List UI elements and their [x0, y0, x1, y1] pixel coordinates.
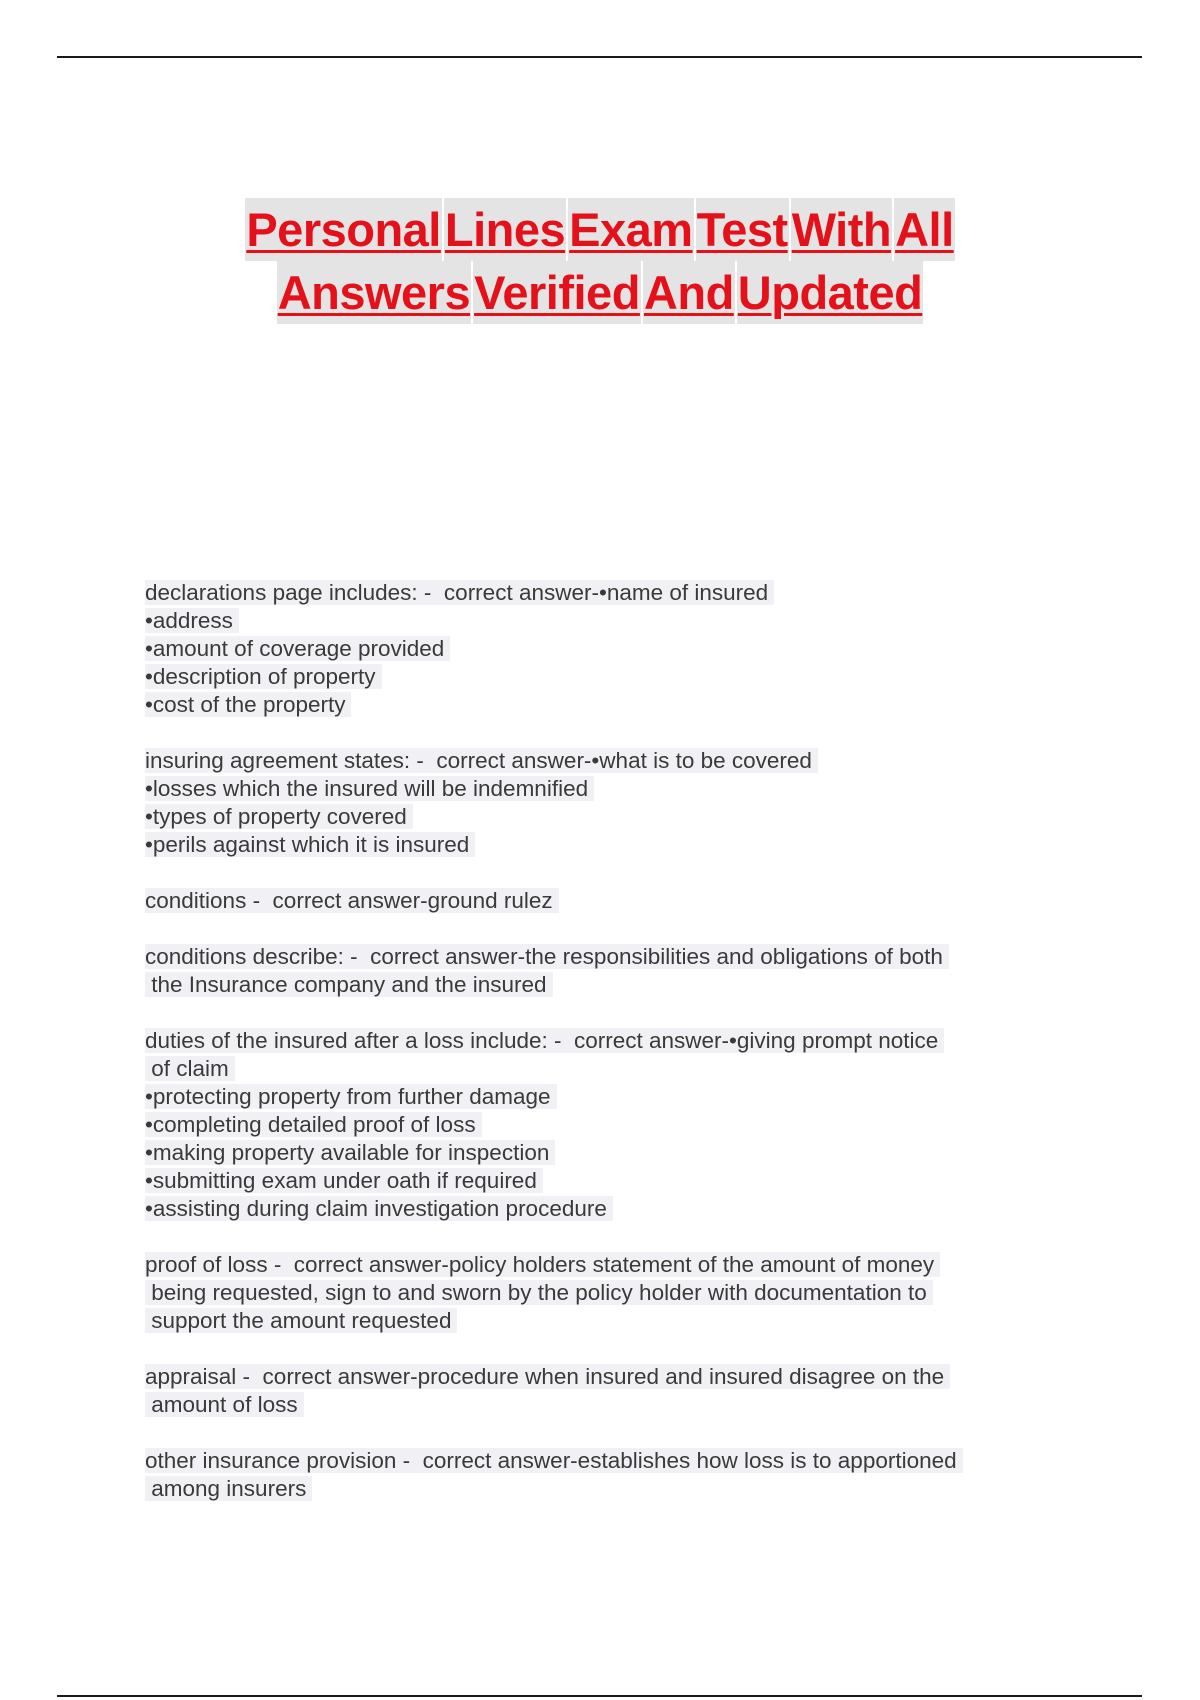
- entry-line-text: •submitting exam under oath if required: [145, 1168, 543, 1193]
- entry-line: [145, 775, 1065, 803]
- entry-line: [145, 1083, 1065, 1111]
- title-word: Verified: [473, 261, 641, 324]
- document-title: [0, 198, 1200, 324]
- entry-line-text: •making property available for inspection: [145, 1140, 555, 1165]
- entry-line: [145, 803, 1065, 831]
- entry-line: [145, 887, 1065, 915]
- entry-line-text: conditions - correct answer-ground rulez: [145, 888, 559, 913]
- title-word: Exam: [568, 198, 693, 261]
- entry-line: [145, 1167, 1065, 1195]
- entry-line: [145, 579, 1065, 607]
- entry-line: [145, 831, 1065, 859]
- entry-line: [145, 635, 1065, 663]
- entry-line: [145, 1027, 1065, 1055]
- entry-line: [145, 1111, 1065, 1139]
- title-word: Personal: [245, 198, 442, 261]
- qa-entry-insuring-agreement: [145, 747, 1065, 859]
- entry-line-text: •losses which the insured will be indemnified: [145, 776, 594, 801]
- title-word: Lines: [444, 198, 566, 261]
- entry-line: [145, 1447, 1065, 1475]
- entry-line-text: •address: [145, 608, 239, 633]
- entry-line: [145, 1391, 1065, 1419]
- entry-line-text: among insurers: [145, 1476, 312, 1501]
- entry-line-text: other insurance provision - correct answer-establishes how loss is to apportioned: [145, 1448, 963, 1473]
- entry-line-text: •cost of the property: [145, 692, 351, 717]
- entry-line-text: •perils against which it is insured: [145, 832, 475, 857]
- qa-entry-conditions-describe: [145, 943, 1065, 999]
- title-word: All: [894, 198, 955, 261]
- entry-line-text: •assisting during claim investigation procedure: [145, 1196, 613, 1221]
- entry-line-text: •description of property: [145, 664, 382, 689]
- entry-line-text: the Insurance company and the insured: [145, 972, 553, 997]
- qa-entry-conditions: [145, 887, 1065, 915]
- top-rule: [57, 56, 1142, 58]
- entry-line: [145, 607, 1065, 635]
- entry-line: [145, 1363, 1065, 1391]
- bottom-rule: [57, 1695, 1142, 1697]
- entry-line: [145, 663, 1065, 691]
- qa-entry-appraisal: [145, 1363, 1065, 1419]
- title-line-2: [0, 261, 1200, 324]
- entry-line-text: proof of loss - correct answer-policy holders statement of the amount of money: [145, 1252, 940, 1277]
- title-word: Updated: [737, 261, 924, 324]
- entry-line-text: •amount of coverage provided: [145, 636, 450, 661]
- qa-content: [145, 579, 1065, 1531]
- qa-entry-other-insurance-provision: [145, 1447, 1065, 1503]
- entry-line: [145, 1475, 1065, 1503]
- entry-line-text: support the amount requested: [145, 1308, 457, 1333]
- entry-line: [145, 1139, 1065, 1167]
- qa-entry-proof-of-loss: [145, 1251, 1065, 1335]
- entry-line-text: declarations page includes: - correct answer-•name of insured: [145, 580, 774, 605]
- entry-line-text: conditions describe: - correct answer-the responsibilities and obligations of both: [145, 944, 949, 969]
- title-word: With: [791, 198, 892, 261]
- entry-line: [145, 971, 1065, 999]
- entry-line: [145, 1307, 1065, 1335]
- title-word: Answers: [277, 261, 471, 324]
- title-word: Test: [696, 198, 789, 261]
- entry-line-text: •types of property covered: [145, 804, 413, 829]
- entry-line: [145, 1195, 1065, 1223]
- entry-line: [145, 1251, 1065, 1279]
- entry-line-text: •completing detailed proof of loss: [145, 1112, 482, 1137]
- entry-line-text: amount of loss: [145, 1392, 304, 1417]
- entry-line: [145, 691, 1065, 719]
- entry-line: [145, 747, 1065, 775]
- qa-entry-duties-after-loss: [145, 1027, 1065, 1223]
- entry-line-text: appraisal - correct answer-procedure when insured and insured disagree on the: [145, 1364, 950, 1389]
- entry-line-text: insuring agreement states: - correct answer-•what is to be covered: [145, 748, 818, 773]
- qa-entry-declarations-page: [145, 579, 1065, 719]
- entry-line-text: •protecting property from further damage: [145, 1084, 557, 1109]
- entry-line: [145, 1279, 1065, 1307]
- entry-line: [145, 943, 1065, 971]
- entry-line-text: duties of the insured after a loss include: - correct answer-•giving prompt notice: [145, 1028, 944, 1053]
- entry-line-text: of claim: [145, 1056, 235, 1081]
- title-word: And: [643, 261, 735, 324]
- title-line-1: [0, 198, 1200, 261]
- entry-line: [145, 1055, 1065, 1083]
- entry-line-text: being requested, sign to and sworn by the policy holder with documentation to: [145, 1280, 933, 1305]
